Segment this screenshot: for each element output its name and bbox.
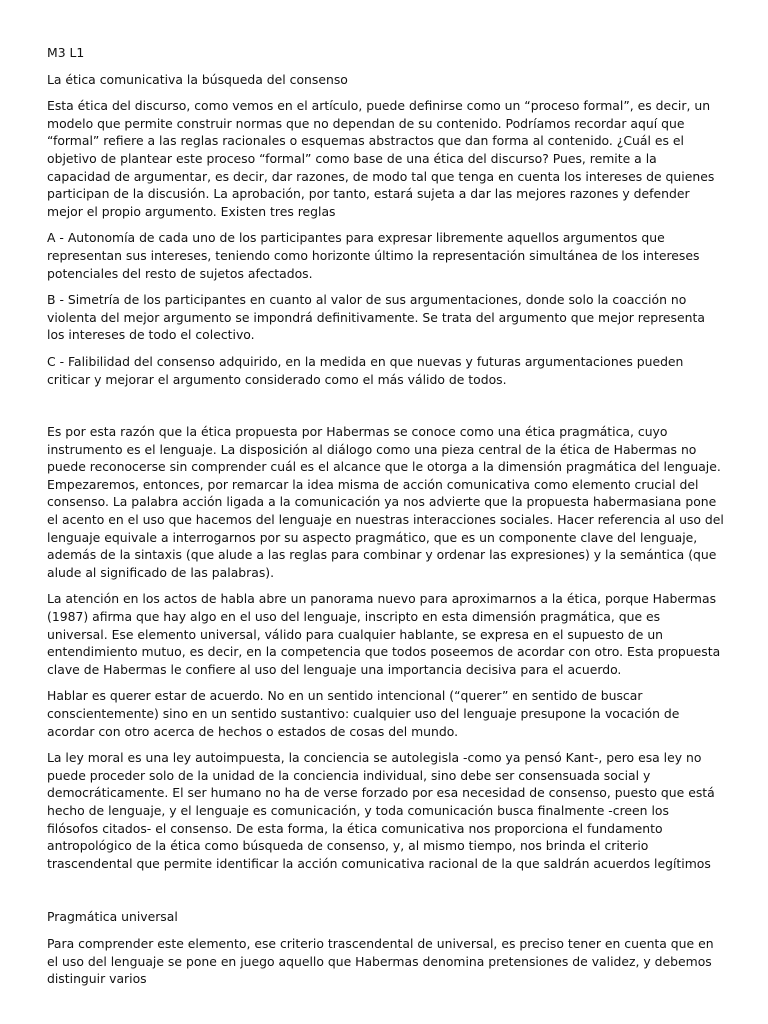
- paragraph-intro: Esta ética del discurso, como vemos en el artículo, puede definirse como un “proceso formal”, es decir, un modelo que permite construir normas que no dependan de su contenido. Podríamos recordar aquí que “formal” refiere a las reglas racionales o esquemas abstractos que dan forma al contenido. ¿Cuál es el objetivo de plantear este proceso “formal” como base de una ética del discurso? Pues, remite a la capacidad de argumentar, es decir, dar razones, de modo tal que tenga en cuenta los intereses de quienes participan de la discusión. La aprobación, por tanto, estará sujeta a dar las mejores razones y defender mejor el propio argumento. Existen tres reglas: [47, 98, 715, 219]
- paragraph-speech-acts: La atención en los actos de habla abre un panorama nuevo para aproximarnos a la ética, porque Habermas (1987) afirma que hay algo en el uso del lenguaje, inscripto en esta dimensión pragmática, que es universal. Ese elemento universal, válido para cualquier hablante, se expresa en el supuesto de un entendimiento mutuo, es decir, en la competencia que todos poseemos de acordar con otro. Esta propuesta clave de Habermas le confiere al uso del lenguaje una importancia decisiva para el acuerdo.: [47, 591, 721, 677]
- rule-c: C - Falibilidad del consenso adquirido, en la medida en que nuevas y futuras argumentaciones pueden criticar y mejorar el argumento considerado como el más válido de todos.: [47, 353, 684, 387]
- paragraph-universal-pragmatics: Para comprender este elemento, ese criterio trascendental de universal, es preciso tener en cuenta que en el uso del lenguaje se pone en juego aquello que Habermas denomina pretensiones de validez, y debemos distinguir varios: [47, 935, 714, 987]
- paragraph-agreement: Hablar es querer estar de acuerdo. No en un sentido intencional (“querer” en sentido de buscar conscientemente) sino en un sentido sustantivo: cualquier uso del lenguaje presupone la vocación de acordar con otro acerca de hechos o estados de cosas del mundo.: [47, 688, 680, 739]
- section-heading: Pragmática universal: [47, 909, 178, 925]
- rule-a: A - Autonomía de cada uno de los participantes para expresar libremente aquellos argumentos que representan sus intereses, teniendo como horizonte último la representación simultánea de los intereses potenciales del resto de sujetos afectados.: [47, 230, 700, 281]
- blank-line: [47, 881, 724, 908]
- document-title: La ética comunicativa la búsqueda del consenso: [47, 71, 348, 87]
- document-header: M3 L1: [47, 45, 85, 60]
- rule-b: B - Simetría de los participantes en cuanto al valor de sus argumentaciones, donde solo la coacción no violenta del mejor argumento se impondrá definitivamente. Se trata del argumento que mejor representa los intereses de todo el colectivo.: [47, 292, 705, 343]
- paragraph-moral-law: La ley moral es una ley autoimpuesta, la conciencia se autolegisla -como ya pensó Kant-, pero esa ley no puede proceder solo de la unidad de la conciencia individual, sino debe ser consensuada social y democráticamente. El ser humano no ha de verse forzado por esa necesidad de consenso, puesto que está hecho de lenguaje, y el lenguaje es comunicación, y toda comunicación busca finalmente -creen los filósofos citados- el consenso. De esta forma, la ética comunicativa nos proporciona el fundamento antropológico de la ética como búsqueda de consenso, y, al mismo tiempo, nos brinda el criterio trascendental que permite identificar la acción comunicativa racional de la que saldrán acuerdos legítimos: [47, 750, 715, 871]
- paragraph-pragmatic-ethics: Es por esta razón que la ética propuesta por Habermas se conoce como una ética pragmática, cuyo instrumento es el lenguaje. La disposición al diálogo como una pieza central de la ética de Habermas no puede reconocerse sin comprender cuál es el alcance que le otorga a la dimensión pragmática del lenguaje. Empezaremos, entonces, por remarcar la idea misma de acción comunicativa como elemento crucial del consenso. La palabra acción ligada a la comunicación ya nos advierte que la propuesta habermasiana pone el acento en el uso que hacemos del lenguaje en nuestras interacciones sociales. Hacer referencia al uso del lenguaje equivale a interrogarnos por su aspecto pragmático, que es un componente clave del lenguaje, además de la sintaxis (que alude a las reglas para combinar y ordenar las expresiones) y la semántica (que alude al significado de las palabras).: [47, 424, 724, 580]
- blank-line: [47, 397, 724, 423]
